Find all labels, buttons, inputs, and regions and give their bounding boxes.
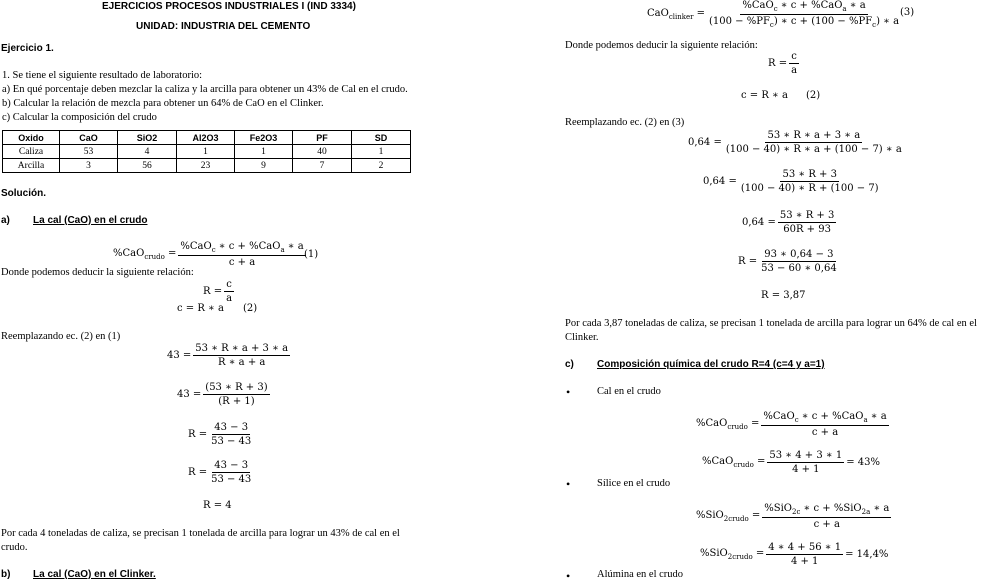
- table-cell: 4: [118, 145, 177, 159]
- bullet-icon: •: [566, 477, 571, 491]
- ratio-equation: R = $\frac{c}{a}$: [203, 279, 233, 304]
- deduce-text-right: Donde podemos deducir la siguiente relación:: [565, 40, 758, 51]
- conclusion-b-line-2: Clinker.: [565, 332, 599, 343]
- header-cell: Oxido: [3, 131, 60, 145]
- table-cell: 40: [293, 145, 352, 159]
- table-cell: Caliza: [3, 145, 60, 159]
- table-cell: 2: [352, 159, 411, 173]
- header-cell: PF: [293, 131, 352, 145]
- section-c-letter: c): [565, 359, 574, 370]
- table-cell: 7: [293, 159, 352, 173]
- problem-statement: 1. Se tiene el siguiente resultado de laboratorio:: [2, 70, 203, 81]
- table-header-row: [3, 131, 411, 145]
- table-cell: 23: [177, 159, 235, 173]
- equation-lhs: %CaO$_{crudo}$ =: [113, 248, 177, 261]
- item-silice-label: Sílice en el crudo: [597, 478, 671, 489]
- equation-3-tag: (3): [900, 7, 915, 18]
- header-cell: Al2O3: [177, 131, 235, 145]
- step-1-equation: 43 = $\frac{53 ∗ R ∗ a + 3 ∗ a}{R ∗ a + a}$: [167, 343, 289, 368]
- table-cell: 1: [352, 145, 411, 159]
- table-cell: 3: [60, 159, 118, 173]
- lab-results-table: [2, 130, 411, 173]
- part-a-text: a) En qué porcentaje deben mezclar la caliza y la arcilla para obtener un 43% de Cal en el crudo.: [2, 84, 408, 95]
- deduce-text: Donde podemos deducir la siguiente relación:: [1, 267, 194, 278]
- table-cell: 9: [235, 159, 293, 173]
- ratio-equation-right: R = $\frac{c}{a}$: [768, 51, 798, 76]
- section-b-title: La cal (CaO) en el Clinker.: [33, 569, 156, 580]
- conclusion-a-line-2: crudo.: [1, 542, 28, 553]
- table-cell: 1: [235, 145, 293, 159]
- table-cell: 1: [177, 145, 235, 159]
- part-c-text: c) Calcular la composición del crudo: [2, 112, 157, 123]
- ratio-result-right: R = 3,87: [761, 290, 806, 301]
- table-row: [3, 145, 411, 159]
- equation-1-tag: (1): [304, 249, 319, 260]
- section-a-title: La cal (CaO) en el crudo: [33, 215, 148, 226]
- header-cell: SD: [352, 131, 411, 145]
- document-title: EJERCICIOS PROCESOS INDUSTRIALES I (IND 3334): [102, 1, 356, 12]
- unit-title: UNIDAD: INDUSTRIA DEL CEMENTO: [136, 21, 311, 32]
- c-equation-right-tag: (2): [806, 90, 821, 101]
- part-b-text: b) Calcular la relación de mezcla para obtener un 64% de CaO en el Clinker.: [2, 98, 324, 109]
- table-cell: 56: [118, 159, 177, 173]
- clinker-step-1: 0,64 = $\frac{53 ∗ R ∗ a + 3 ∗ a}{(100 - 40) ∗ R ∗ a + (100 - 7) ∗ a}$: [688, 130, 902, 155]
- cal-calculation: %CaO$_{crudo}$ = $\frac{53 ∗ 4 + 3 ∗ 1}{4 + 1}$ = 43%: [702, 450, 881, 475]
- section-a-letter: a): [1, 215, 10, 226]
- bullet-icon: •: [566, 569, 571, 583]
- item-alumina-label: Alúmina en el crudo: [597, 569, 684, 580]
- replace-text: Reemplazando ec. (2) en (1): [1, 331, 121, 342]
- c-equation: c = R ∗ a: [177, 303, 224, 314]
- table-cell: Arcilla: [3, 159, 60, 173]
- table-cell: 53: [60, 145, 118, 159]
- silice-formula: %SiO$_{2crudo}$ = $\frac{\%SiO_{2c} ∗ c + \%SiO_{2a} ∗ a}{c + a}$: [696, 503, 890, 530]
- conclusion-a-line-1: Por cada 4 toneladas de caliza, se precisan 1 tonelada de arcilla para lograr un 43% de cal en el: [1, 528, 400, 539]
- cal-formula: %CaO$_{crudo}$ = $\frac{\%CaO_c ∗ c + \%CaO_a ∗ a}{c + a}$: [696, 411, 887, 438]
- c-equation-tag: (2): [243, 303, 258, 314]
- clinker-step-4: R = $\frac{93 ∗ 0,64 - 3}{53 - 60 ∗ 0,64}$: [738, 249, 837, 274]
- header-cell: SiO2: [118, 131, 177, 145]
- conclusion-b-line-1: Por cada 3,87 toneladas de caliza, se precisan 1 tonelada de arcilla para lograr un 64% de cal en el: [565, 318, 977, 329]
- exercise-heading: Ejercicio 1.: [1, 43, 54, 54]
- equation-fraction: $\frac{\%CaO_c ∗ c + \%CaO_a ∗ a}{c + a}$: [180, 241, 304, 268]
- c-equation-right: c = R ∗ a: [741, 90, 788, 101]
- step-2-equation: 43 = $\frac{(53 ∗ R + 3)}{(R + 1)}$: [177, 382, 268, 407]
- section-b-letter: b): [1, 569, 11, 580]
- item-cal-label: Cal en el crudo: [597, 386, 661, 397]
- step-4-equation: R = $\frac{43 - 3}{53 - 43}$: [188, 460, 252, 485]
- solution-heading: Solución.: [1, 188, 46, 199]
- silice-calculation: %SiO$_{2crudo}$ = $\frac{4 ∗ 4 + 56 ∗ 1}{4 + 1}$ = 14,4%: [700, 542, 889, 567]
- step-3-equation: R = $\frac{43 - 3}{53 - 43}$: [188, 422, 252, 447]
- bullet-icon: •: [566, 385, 571, 399]
- clinker-step-2: 0,64 = $\frac{53 ∗ R + 3}{(100 - 40) ∗ R + (100 - 7)}$: [703, 169, 879, 194]
- equation-3: CaO$_{clinker}$ = $\frac{\%CaO_c ∗ c + \%CaO_a ∗ a}{(100 - \%PF_c) ∗ c + (100 - \%PF_c) ∗ a}$: [647, 0, 900, 29]
- ratio-result: R = 4: [203, 500, 232, 511]
- table-row: [3, 159, 411, 173]
- section-c-title: Composición química del crudo R=4 (c=4 y a=1): [597, 359, 825, 370]
- equation-1: [113, 241, 308, 268]
- clinker-step-3: 0,64 = $\frac{53 ∗ R + 3}{60R + 93}$: [742, 210, 835, 235]
- header-cell: Fe2O3: [235, 131, 293, 145]
- header-cell: CaO: [60, 131, 118, 145]
- replace-text-right: Reemplazando ec. (2) en (3): [565, 117, 685, 128]
